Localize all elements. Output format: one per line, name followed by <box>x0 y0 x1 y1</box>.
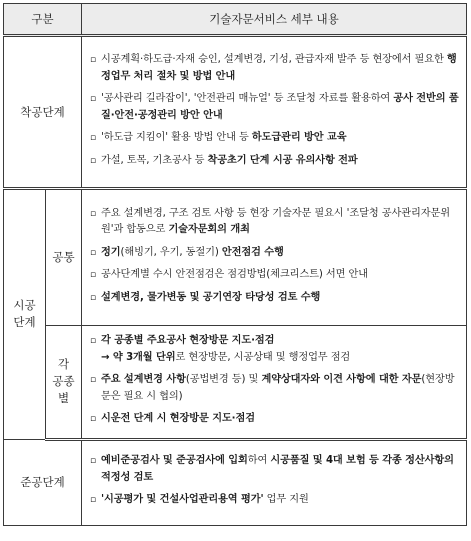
bullet-icon: ▫ <box>90 208 96 219</box>
list-item <box>90 411 460 428</box>
list-item <box>90 290 460 307</box>
text-segment: 가설, 토목, 기초공사 등 <box>101 154 208 166</box>
stage-label-construction-line1: 시공 <box>13 298 36 313</box>
sub-label-common: 공통 <box>46 189 82 326</box>
text-segment: 시공계획·하도급·자재 승인, 설계변경, 기성, 관급자재 발주 등 현장에서 필요한 <box>101 54 447 65</box>
text-segment: 기술자문회의 개최 <box>168 224 250 236</box>
row-start-stage <box>4 36 467 189</box>
sub-label-each-line2: 공종 <box>52 374 75 389</box>
text-segment: 하여 <box>247 455 271 467</box>
text-segment: 예비준공검사 및 준공검사에 <box>101 455 229 467</box>
bullet-icon: ▫ <box>90 55 96 65</box>
list-item <box>90 245 460 262</box>
construction-each-list <box>90 333 460 428</box>
bullet-icon: ▫ <box>90 133 96 143</box>
text-segment: '시공평가 및 건설사업관리용역 평가' <box>101 494 264 506</box>
list-item <box>90 492 460 509</box>
construction-common-list <box>90 206 460 307</box>
text-segment: 계약상대자와 이견 사항에 대한 자문 <box>261 374 422 385</box>
bullet-icon: ▫ <box>90 375 96 385</box>
text-segment: 업무 지원 <box>263 494 309 506</box>
sub-label-each <box>46 326 82 440</box>
bullet-icon: ▫ <box>90 94 96 104</box>
text-segment: → 약 3개월 단위 <box>101 351 176 363</box>
row-construction-common <box>4 189 467 326</box>
bullet-icon: ▫ <box>90 495 96 506</box>
text-segment: 안전점검 수행 <box>221 246 284 258</box>
text-segment: (현장방문은 필요 시 협의) <box>101 374 455 402</box>
consulting-services-table <box>3 3 467 526</box>
bullet-icon: ▫ <box>90 456 96 467</box>
sub-label-each-line1: 각 <box>57 357 70 372</box>
arrow-sub-line <box>101 350 460 367</box>
header-details: 기술자문서비스 세부 내용 <box>82 4 467 36</box>
start-stage-content <box>82 36 467 189</box>
start-stage-list <box>90 52 460 169</box>
bullet-icon: ▫ <box>90 292 96 303</box>
list-item <box>90 52 460 85</box>
text-segment: 로 현장방문, 시공상태 및 행정업무 점검 <box>175 351 351 363</box>
stage-label-construction-line2: 단계 <box>13 315 36 330</box>
text-segment: 시운전 단계 시 현장방문 지도·점검 <box>101 413 255 424</box>
row-completion-stage <box>4 439 467 525</box>
text-segment: 행정업무 처리 절차 및 방법 안내 <box>101 54 457 82</box>
table-header-row <box>4 4 467 36</box>
text-segment: 정기 <box>101 246 121 258</box>
text-segment: '공사관리 길라잡이', '안전관리 매뉴얼' 등 조달청 자료를 활용하여 <box>101 93 394 104</box>
bullet-icon: ▫ <box>90 414 96 424</box>
list-item <box>90 267 460 284</box>
list-item <box>90 453 460 486</box>
list-item <box>90 206 460 239</box>
bullet-icon: ▫ <box>90 270 96 281</box>
bullet-icon: ▫ <box>90 336 96 346</box>
list-item <box>90 333 460 366</box>
stage-label-start: 착공단계 <box>4 36 82 189</box>
list-item <box>90 130 460 147</box>
completion-stage-list <box>90 453 460 509</box>
text-segment: 설계변경, 물가변동 및 공기연장 타당성 검토 수행 <box>101 291 321 303</box>
row-construction-each <box>4 326 467 440</box>
construction-each-content <box>82 326 467 440</box>
text-segment: 하도급관리 방안 교육 <box>251 132 347 143</box>
text-segment: 주요 설계변경 사항 <box>101 374 186 385</box>
list-item <box>90 91 460 124</box>
text-segment: 주요 설계변경, 구조 검토 사항 등 현장 기술자문 필요시 '조달청 공사관리자문위원'과 합동으로 <box>101 207 450 236</box>
sub-label-each-line3: 별 <box>57 391 70 406</box>
construction-common-content <box>82 189 467 326</box>
text-segment: '하도급 지킴이' 활용 방법 안내 등 <box>101 132 252 143</box>
text-segment: 입회 <box>228 455 248 467</box>
bullet-icon: ▫ <box>90 247 96 258</box>
stage-label-construction <box>4 189 46 440</box>
header-category: 구분 <box>4 4 82 36</box>
list-item <box>90 372 460 405</box>
text-segment: 시공품질 및 4대 보험 등 각종 정산사항의 적정성 검토 <box>101 455 454 483</box>
text-segment: 각 공종별 주요공사 현장방문 지도·점검 <box>101 335 275 346</box>
text-segment: (해빙기, 우기, 동절기) <box>120 246 222 258</box>
text-segment: 공사단계별 수시 안전점검은 점검방법(체크리스트) 서면 안내 <box>101 269 368 281</box>
text-segment: 공사 전반의 품질·안전·공정관리 방안 안내 <box>101 93 459 121</box>
stage-label-completion: 준공단계 <box>4 439 82 525</box>
text-segment: (공법변경 등) 및 <box>185 374 262 385</box>
completion-stage-content <box>82 439 467 525</box>
list-item <box>90 153 460 170</box>
text-segment: 착공초기 단계 시공 유의사항 전파 <box>207 154 358 166</box>
bullet-icon: ▫ <box>90 155 96 166</box>
